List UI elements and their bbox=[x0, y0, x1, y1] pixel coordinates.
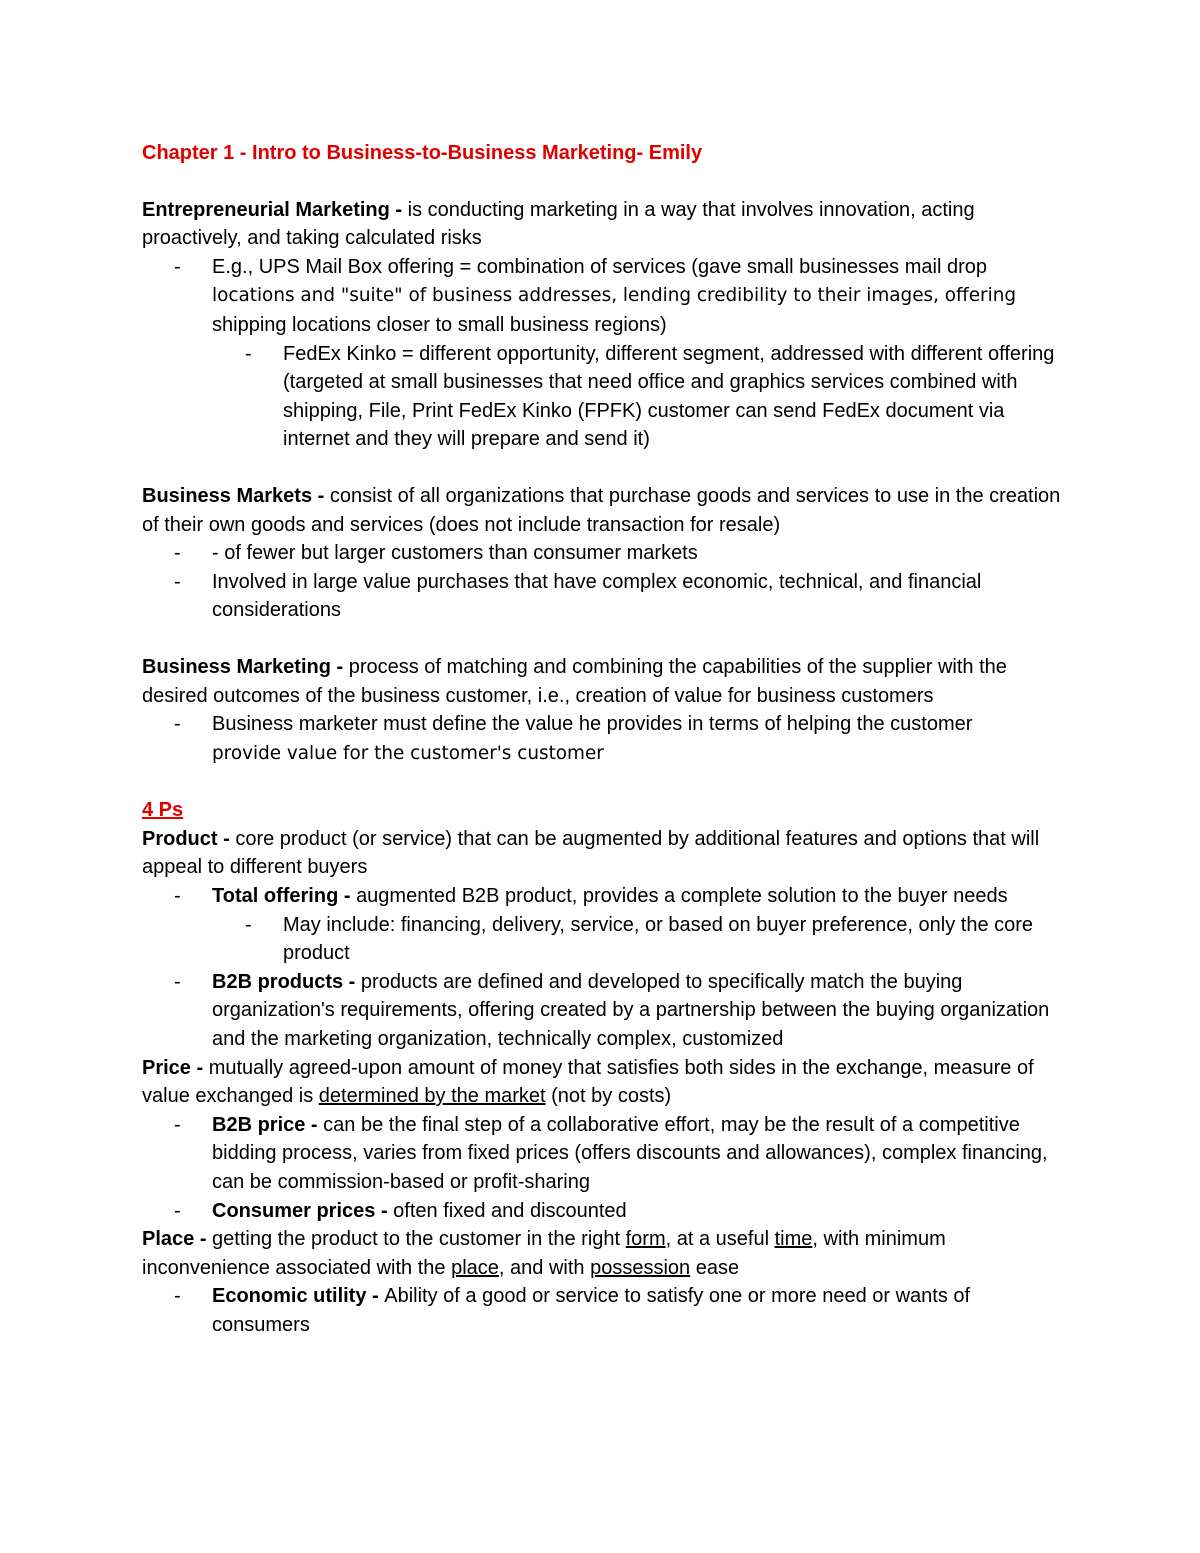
business-markets-point-1: - of fewer but larger customers than consumer markets bbox=[212, 542, 698, 565]
price-paragraph bbox=[142, 1054, 1062, 1111]
entrepreneurial-marketing-definition: is conducting marketing in a way that involves innovation, acting proactively, and taking calculated risks bbox=[142, 198, 975, 250]
list-item bbox=[142, 539, 1062, 568]
list-item bbox=[142, 911, 1062, 968]
list-item bbox=[142, 568, 1062, 625]
ups-example-line-3: shipping locations closer to small business regions) bbox=[212, 313, 667, 336]
place-paragraph bbox=[142, 1225, 1062, 1282]
b2b-products-term: B2B products - bbox=[212, 970, 361, 993]
document-page bbox=[142, 139, 1062, 1340]
consumer-prices-term: Consumer prices - bbox=[212, 1199, 394, 1222]
list-item bbox=[142, 710, 1062, 768]
price-definition-underlined: determined by the market bbox=[318, 1085, 546, 1108]
place-definition-b: , at a useful bbox=[665, 1228, 775, 1251]
place-definition-c: , with minimum inconvenience associated with the bbox=[142, 1228, 946, 1279]
entrepreneurial-marketing-term: Entrepreneurial Marketing - bbox=[142, 198, 408, 221]
fedex-kinko-example: FedEx Kinko = different opportunity, different segment, addressed with different offering (targeted at small businesses that need office and graphics services combined with shipping, File, Print FedEx Kinko (FPFK) customer can send FedEx document via internet and they will prepare and send it) bbox=[283, 342, 1055, 451]
four-ps-heading: 4 Ps bbox=[142, 799, 184, 822]
bullet-dash: - bbox=[245, 913, 252, 936]
place-underline-place: place bbox=[451, 1256, 499, 1279]
product-paragraph bbox=[142, 825, 1062, 882]
list-item bbox=[142, 1282, 1062, 1339]
list-item bbox=[142, 1111, 1062, 1197]
business-marketing-point-line-2: provide value for the customer's customer bbox=[212, 742, 604, 764]
place-underline-time: time bbox=[774, 1228, 813, 1251]
product-definition: core product (or service) that can be augmented by additional features and options that will appeal to different buyers bbox=[142, 827, 1040, 879]
list-item bbox=[142, 340, 1062, 454]
place-underline-possession: possession bbox=[590, 1256, 691, 1279]
total-offering-term: Total offering - bbox=[212, 885, 357, 908]
bullet-dash: - bbox=[174, 885, 181, 908]
bullet-dash: - bbox=[174, 542, 181, 565]
business-marketing-term: Business Marketing - bbox=[142, 655, 349, 678]
business-marketing-paragraph bbox=[142, 653, 1062, 710]
business-markets-point-2: Involved in large value purchases that have complex economic, technical, and financial considerations bbox=[212, 570, 982, 622]
place-definition-a: getting the product to the customer in the right bbox=[212, 1228, 626, 1251]
consumer-prices-definition: often fixed and discounted bbox=[393, 1199, 627, 1222]
business-marketing-definition: process of matching and combining the capabilities of the supplier with the desired outcomes of the business customer, i.e., creation of value for business customers bbox=[142, 655, 1007, 707]
list-item bbox=[142, 253, 1062, 340]
ups-example-line-2: locations and "suite" of business addresses, lending credibility to their images, offering bbox=[212, 285, 1017, 307]
product-term: Product - bbox=[142, 827, 236, 850]
bullet-dash: - bbox=[245, 342, 252, 365]
list-item bbox=[142, 968, 1062, 1054]
economic-utility-term: Economic utility - bbox=[212, 1285, 385, 1308]
bullet-dash: - bbox=[174, 1199, 181, 1222]
b2b-price-term: B2B price - bbox=[212, 1113, 324, 1136]
business-markets-definition: consist of all organizations that purchase goods and services to use in the creation of their own goods and services (does not include transaction for resale) bbox=[142, 484, 1061, 536]
price-term: Price - bbox=[142, 1056, 209, 1079]
bullet-dash: - bbox=[174, 255, 181, 278]
business-markets-term: Business Markets - bbox=[142, 484, 330, 507]
place-term: Place - bbox=[142, 1228, 213, 1251]
bullet-dash: - bbox=[174, 1285, 181, 1308]
bullet-dash: - bbox=[174, 970, 181, 993]
bullet-dash: - bbox=[174, 570, 181, 593]
b2b-price-definition: can be the final step of a collaborative effort, may be the result of a competitive bidding process, varies from fixed prices (offers discounts and allowances), complex financing, can be commission-based or profit-sharing bbox=[212, 1113, 1048, 1193]
bullet-dash: - bbox=[174, 713, 181, 736]
page-title: Chapter 1 - Intro to Business-to-Business Marketing- Emily bbox=[142, 142, 703, 164]
ups-example-line-1: E.g., UPS Mail Box offering = combination of services (gave small businesses mail drop bbox=[212, 255, 987, 278]
economic-utility-definition: Ability of a good or service to satisfy one or more need or wants of consumers bbox=[212, 1285, 971, 1336]
b2b-products-definition: products are defined and developed to specifically match the buying organization's requirements, offering created by a partnership between the buying organization and the marketing organization, technically complex, customized bbox=[212, 970, 1050, 1051]
place-underline-form: form bbox=[625, 1228, 666, 1251]
total-offering-definition: augmented B2B product, provides a complete solution to the buyer needs bbox=[356, 885, 1008, 908]
total-offering-detail: May include: financing, delivery, service, or based on buyer preference, only the core product bbox=[283, 913, 1034, 965]
place-definition-e: ease bbox=[690, 1256, 740, 1279]
list-item bbox=[142, 882, 1062, 911]
price-definition-part-2: (not by costs) bbox=[545, 1085, 672, 1108]
business-markets-paragraph bbox=[142, 482, 1062, 539]
business-marketing-point-line-1: Business marketer must define the value he provides in terms of helping the customer bbox=[212, 713, 973, 736]
bullet-dash: - bbox=[174, 1113, 181, 1136]
place-definition-d: , and with bbox=[498, 1256, 591, 1279]
entrepreneurial-marketing-paragraph bbox=[142, 196, 1062, 253]
list-item bbox=[142, 1197, 1062, 1226]
price-definition-part-1: mutually agreed-upon amount of money that satisfies both sides in the exchange, measure of value exchanged is bbox=[142, 1056, 1034, 1108]
